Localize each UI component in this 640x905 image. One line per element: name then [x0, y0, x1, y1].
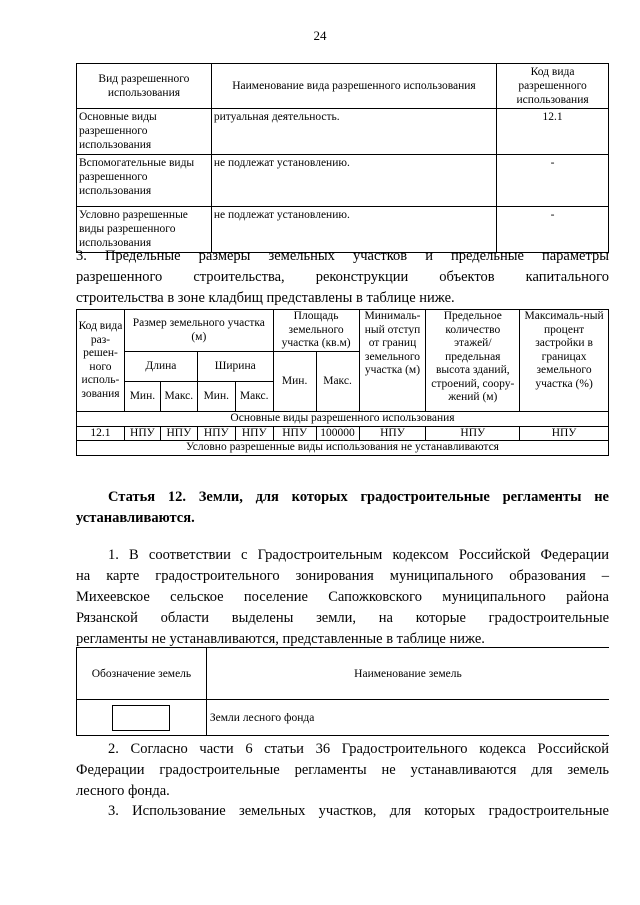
header-length: Длина [124, 352, 197, 382]
forest-land-symbol [112, 705, 170, 731]
row-code: - [497, 155, 609, 207]
text-line: строительства в зоне кладбищ представлены в таблице ниже. [76, 290, 455, 306]
cell-code: 12.1 [77, 426, 125, 441]
header-floors: Предельное количество этажей/ предельная высота зданий, строений, соору-жений (м) [426, 310, 520, 412]
header-width-max: Макс. [235, 382, 273, 412]
text-line: лесного фонда. [76, 783, 170, 799]
cell-floors: НПУ [426, 426, 520, 441]
text-line: Михеевское сельское поселение Сапожковского муниципального района [76, 589, 609, 605]
cell-setback: НПУ [359, 426, 426, 441]
lands-table [76, 647, 609, 736]
text-line: разрешенного строительства, реконструкции объектов капитального [76, 269, 609, 285]
header-code: Код вида раз-решен-ного исполь-зования [77, 310, 125, 412]
header-setback: Минималь-ный отступ от границ земельного участка (м) [359, 310, 426, 412]
text-line: на карте градостроительного зонирования муниципального образования – [76, 568, 609, 584]
header-area-max: Макс. [316, 352, 359, 412]
section-main-uses: Основные виды разрешенного использования [77, 412, 609, 427]
header-use-code: Код вида разрешенного использования [497, 64, 609, 109]
table-row [77, 700, 610, 736]
cell-area-max: 100000 [316, 426, 359, 441]
text-line: 3. Использование земельных участков, для которых градостроительные [108, 803, 609, 819]
header-use-name: Наименование вида разрешенного использования [211, 64, 496, 109]
row-type: Вспомогательные виды разрешенного использования [77, 155, 212, 207]
header-size: Размер земельного участка (м) [124, 310, 273, 352]
row-code: 12.1 [497, 109, 609, 155]
header-use-type: Вид разрешенного использования [77, 64, 212, 109]
section-conditional-uses: Условно разрешенные виды использования не устанавливаются [77, 441, 609, 456]
header-build-percent: Максималь-ный процент застройки в границах земельного участка (%) [520, 310, 609, 412]
text-line: Федерации градостроительные регламенты не устанавливаются для земель [76, 762, 609, 778]
row-code: - [497, 207, 609, 253]
row-name: ритуальная деятельность. [211, 109, 496, 155]
header-length-max: Макс. [160, 382, 197, 412]
land-symbol-cell [77, 700, 207, 736]
cell-build-percent: НПУ [520, 426, 609, 441]
header-width: Ширина [197, 352, 273, 382]
text-line: 1. В соответствии с Градостроительным кодексом Российской Федерации [108, 547, 609, 563]
heading-text: Статья 12. Земли, для которых градостроительные регламенты не устанавливаются. [76, 489, 609, 526]
text-line: 3. Предельные размеры земельных участков и предельные параметры [76, 248, 609, 264]
article-12-heading [76, 487, 609, 529]
header-area-min: Мин. [273, 352, 316, 412]
row-name: не подлежат установлению. [211, 207, 496, 253]
page-number: 24 [313, 28, 327, 43]
table-row [77, 109, 609, 155]
parameters-table [76, 309, 609, 456]
cell-length-min: НПУ [124, 426, 160, 441]
header-length-min: Мин. [124, 382, 160, 412]
text-line: Рязанской области выделены земли, на которые градостроительные [76, 610, 609, 626]
cell-width-max: НПУ [235, 426, 273, 441]
header-width-min: Мин. [197, 382, 235, 412]
table-row [77, 155, 609, 207]
paragraph-2 [76, 739, 609, 802]
header-symbol: Обозначение земель [77, 648, 207, 700]
header-area: Площадь земельного участка (кв.м) [273, 310, 359, 352]
table-row [77, 426, 609, 441]
header-land-name: Наименование земель [206, 648, 609, 700]
row-type: Условно разрешенные виды разрешенного использования [77, 207, 212, 253]
cell-length-max: НПУ [160, 426, 197, 441]
permitted-use-table [76, 63, 609, 253]
cell-area-min: НПУ [273, 426, 316, 441]
text-line: регламенты не устанавливаются, представленные в таблице ниже. [76, 631, 485, 647]
paragraph-3-article-12 [76, 801, 609, 822]
paragraph-3 [76, 246, 609, 309]
row-type: Основные виды разрешенного использования [77, 109, 212, 155]
row-name: не подлежат установлению. [211, 155, 496, 207]
text-line: 2. Согласно части 6 статьи 36 Градостроительного кодекса Российской [108, 741, 609, 757]
land-name: Земли лесного фонда [206, 700, 609, 736]
cell-width-min: НПУ [197, 426, 235, 441]
paragraph-1 [76, 545, 609, 650]
